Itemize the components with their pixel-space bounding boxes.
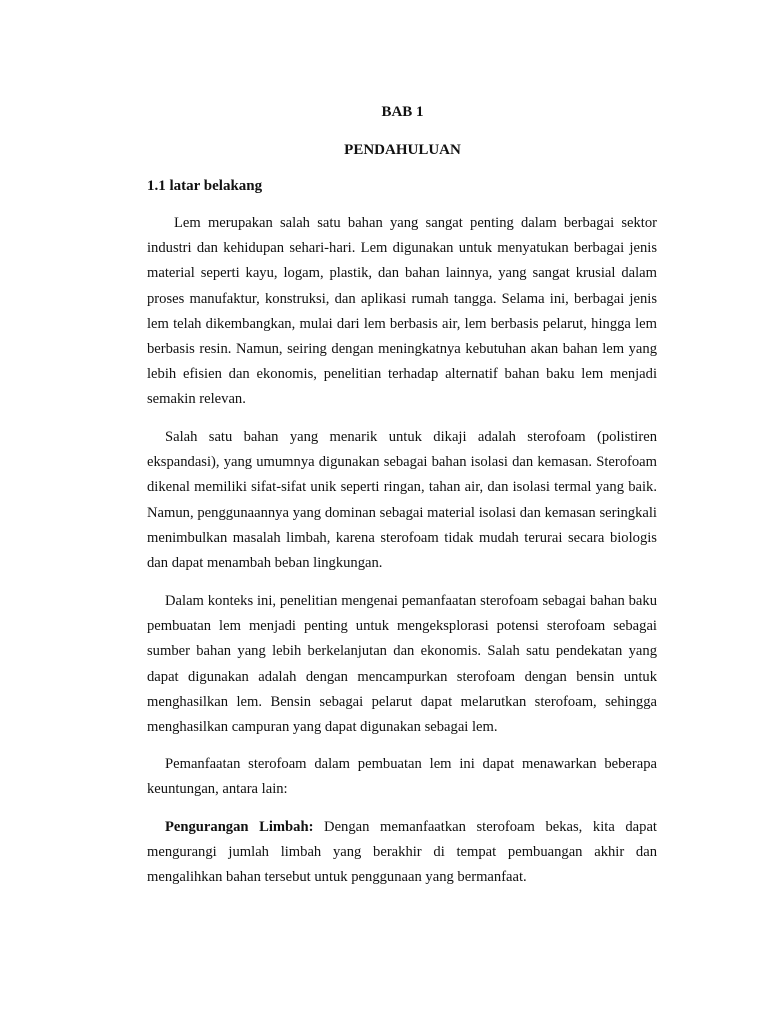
paragraph-4: Pemanfaatan sterofoam dalam pembuatan lem ini dapat menawarkan beberapa keuntungan, antara lain: xyxy=(147,756,657,798)
benefit-lead: Pengurangan Limbah: xyxy=(165,819,314,835)
chapter-number: BAB 1 xyxy=(381,104,424,120)
section-heading: 1.1 latar belakang xyxy=(147,178,263,194)
benefit-paragraph xyxy=(147,815,657,891)
chapter-title: PENDAHULUAN xyxy=(344,142,461,158)
paragraph-3: Dalam konteks ini, penelitian mengenai pemanfaatan sterofoam sebagai bahan baku pembuatan lem menjadi penting untuk mengeksplorasi potensi sterofoam sebagai sumber bahan yang lebih berkelanjutan dan ekonomis. Salah satu pendekatan yang dapat digunakan adalah dengan mencampurkan sterofoam dengan bensin untuk menghasilkan lem. Bensin sebagai pelarut dapat melarutkan sterofoam, sehingga menghasilkan campuran yang dapat digunakan sebagai lem. xyxy=(147,593,657,736)
paragraph-1: Lem merupakan salah satu bahan yang sangat penting dalam berbagai sektor industri dan kehidupan sehari-hari. Lem digunakan untuk menyatukan berbagai jenis material seperti kayu, logam, plastik, dan bahan lainnya, yang sangat krusial dalam proses manufaktur, konstruksi, dan aplikasi rumah tangga. Selama ini, berbagai jenis lem telah dikembangkan, mulai dari lem berbasis air, lem berbasis pelarut, hingga lem berbasis resin. Namun, seiring dengan meningkatnya kebutuhan akan bahan lem yang lebih efisien dan ekonomis, penelitian terhadap alternatif bahan baku lem menjadi semakin relevan. xyxy=(147,215,657,408)
benefit-text: Dengan memanfaatkan sterofoam bekas, kita dapat mengurangi jumlah limbah yang berakhir di tempat pembuangan akhir dan mengalihkan bahan tersebut untuk penggunaan yang bermanfaat. xyxy=(147,819,657,886)
paragraph-2: Salah satu bahan yang menarik untuk dikaji adalah sterofoam (polistiren ekspandasi), yang umumnya digunakan sebagai bahan isolasi dan kemasan. Sterofoam dikenal memiliki sifat-sifat unik seperti ringan, tahan air, dan isolasi termal yang baik. Namun, penggunaannya yang dominan sebagai material isolasi dan kemasan seringkali menimbulkan masalah limbah, karena sterofoam tidak mudah terurai secara biologis dan dapat menambah beban lingkungan. xyxy=(147,429,657,572)
